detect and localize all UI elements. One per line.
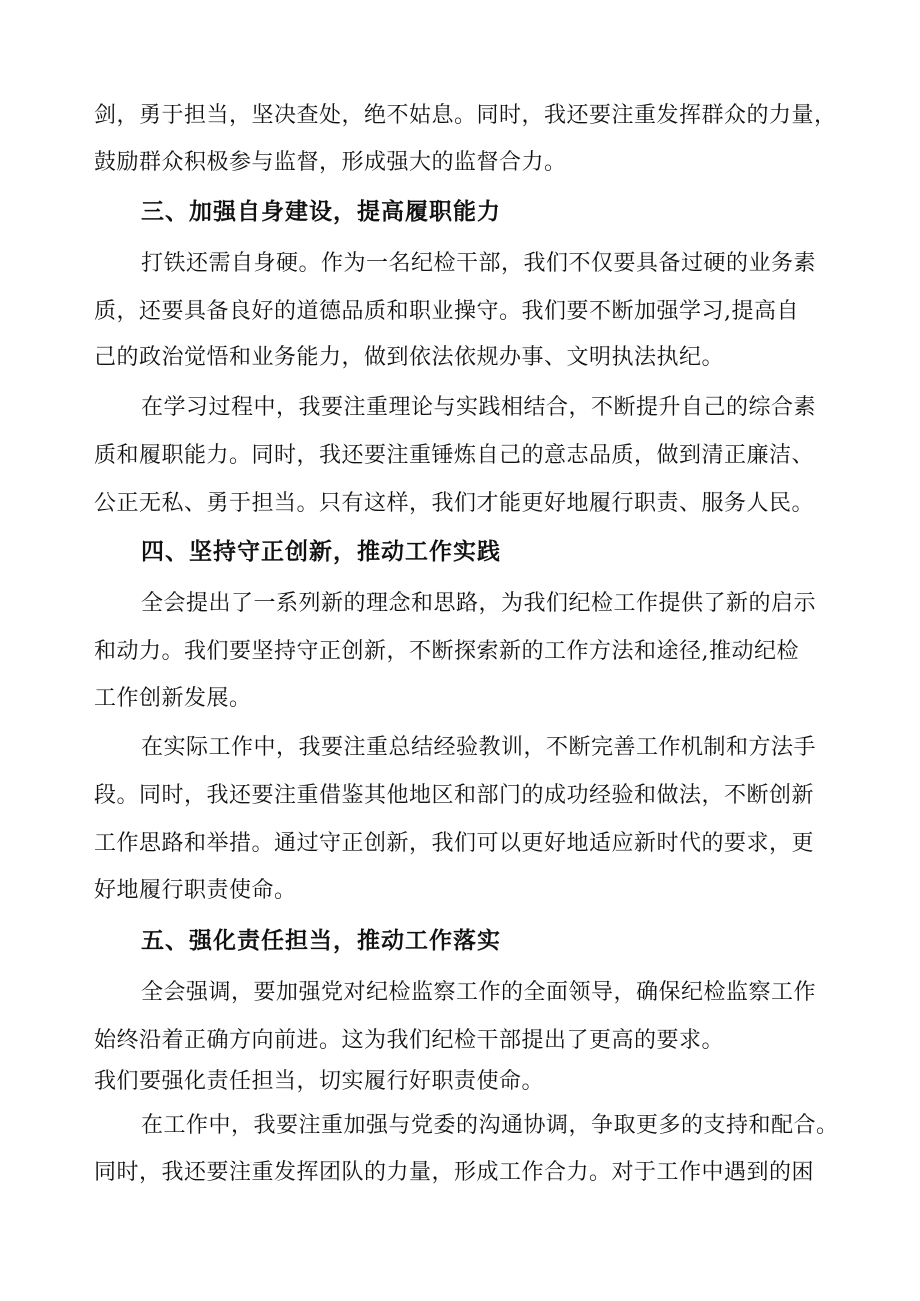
section-heading-4: 四、坚持守正创新，推动工作实践: [141, 539, 501, 565]
text-line: 公正无私、勇于担当。只有这样，我们才能更好地履行职责、服务人民。: [94, 491, 815, 516]
text-line: 鼓励群众积极参与监督，形成强大的监督合力。: [94, 150, 567, 175]
text-line: 全会强调，要加强党对纪检监察工作的全面领导，确保纪检监察工作: [141, 980, 817, 1005]
section-heading-5: 五、强化责任担当，推动工作落实: [141, 928, 501, 954]
text-line: 在学习过程中，我要注重理论与实践相结合，不断提升自己的综合素: [141, 395, 817, 420]
text-line: 好地履行职责使命。: [94, 878, 297, 903]
text-line: 质和履职能力。同时，我还要注重锤炼自己的意志品质，做到清正廉洁、: [94, 443, 815, 468]
text-line: 全会提出了一系列新的理念和思路，为我们纪检工作提供了新的启示: [141, 591, 817, 616]
text-line: 质，还要具备良好的道德品质和职业操守。我们要不断加强学习,提高自: [94, 299, 799, 324]
text-line: 始终沿着正确方向前进。这为我们纪检干部提出了更高的要求。: [94, 1028, 725, 1053]
text-line: 同时，我还要注重发挥团队的力量，形成工作合力。对于工作中遇到的困: [94, 1160, 815, 1185]
text-line: 己的政治觉悟和业务能力，做到依法依规办事、文明执法执纪。: [94, 345, 725, 370]
text-line: 工作创新发展。: [94, 686, 252, 711]
text-line: 工作思路和举措。通过守正创新，我们可以更好地适应新时代的要求，更: [94, 831, 815, 856]
text-line: 打铁还需自身硬。作为一名纪检干部，我们不仅要具备过硬的业务素: [141, 251, 817, 276]
text-line: 和动力。我们要坚持守正创新，不断探索新的工作方法和途径,推动纪检: [94, 639, 799, 664]
section-heading-3: 三、加强自身建设，提高履职能力: [141, 199, 501, 225]
text-line: 剑，勇于担当，坚决查处，绝不姑息。同时，我还要注重发挥群众的力量，: [94, 103, 837, 128]
text-line: 在工作中，我要注重加强与党委的沟通协调，争取更多的支持和配合。: [141, 1113, 839, 1138]
text-line: 在实际工作中，我要注重总结经验教训，不断完善工作机制和方法手: [141, 735, 817, 760]
text-line: 段。同时，我还要注重借鉴其他地区和部门的成功经验和做法，不断创新: [94, 783, 815, 808]
text-line: 我们要强化责任担当，切实履行好职责使命。: [94, 1069, 545, 1094]
